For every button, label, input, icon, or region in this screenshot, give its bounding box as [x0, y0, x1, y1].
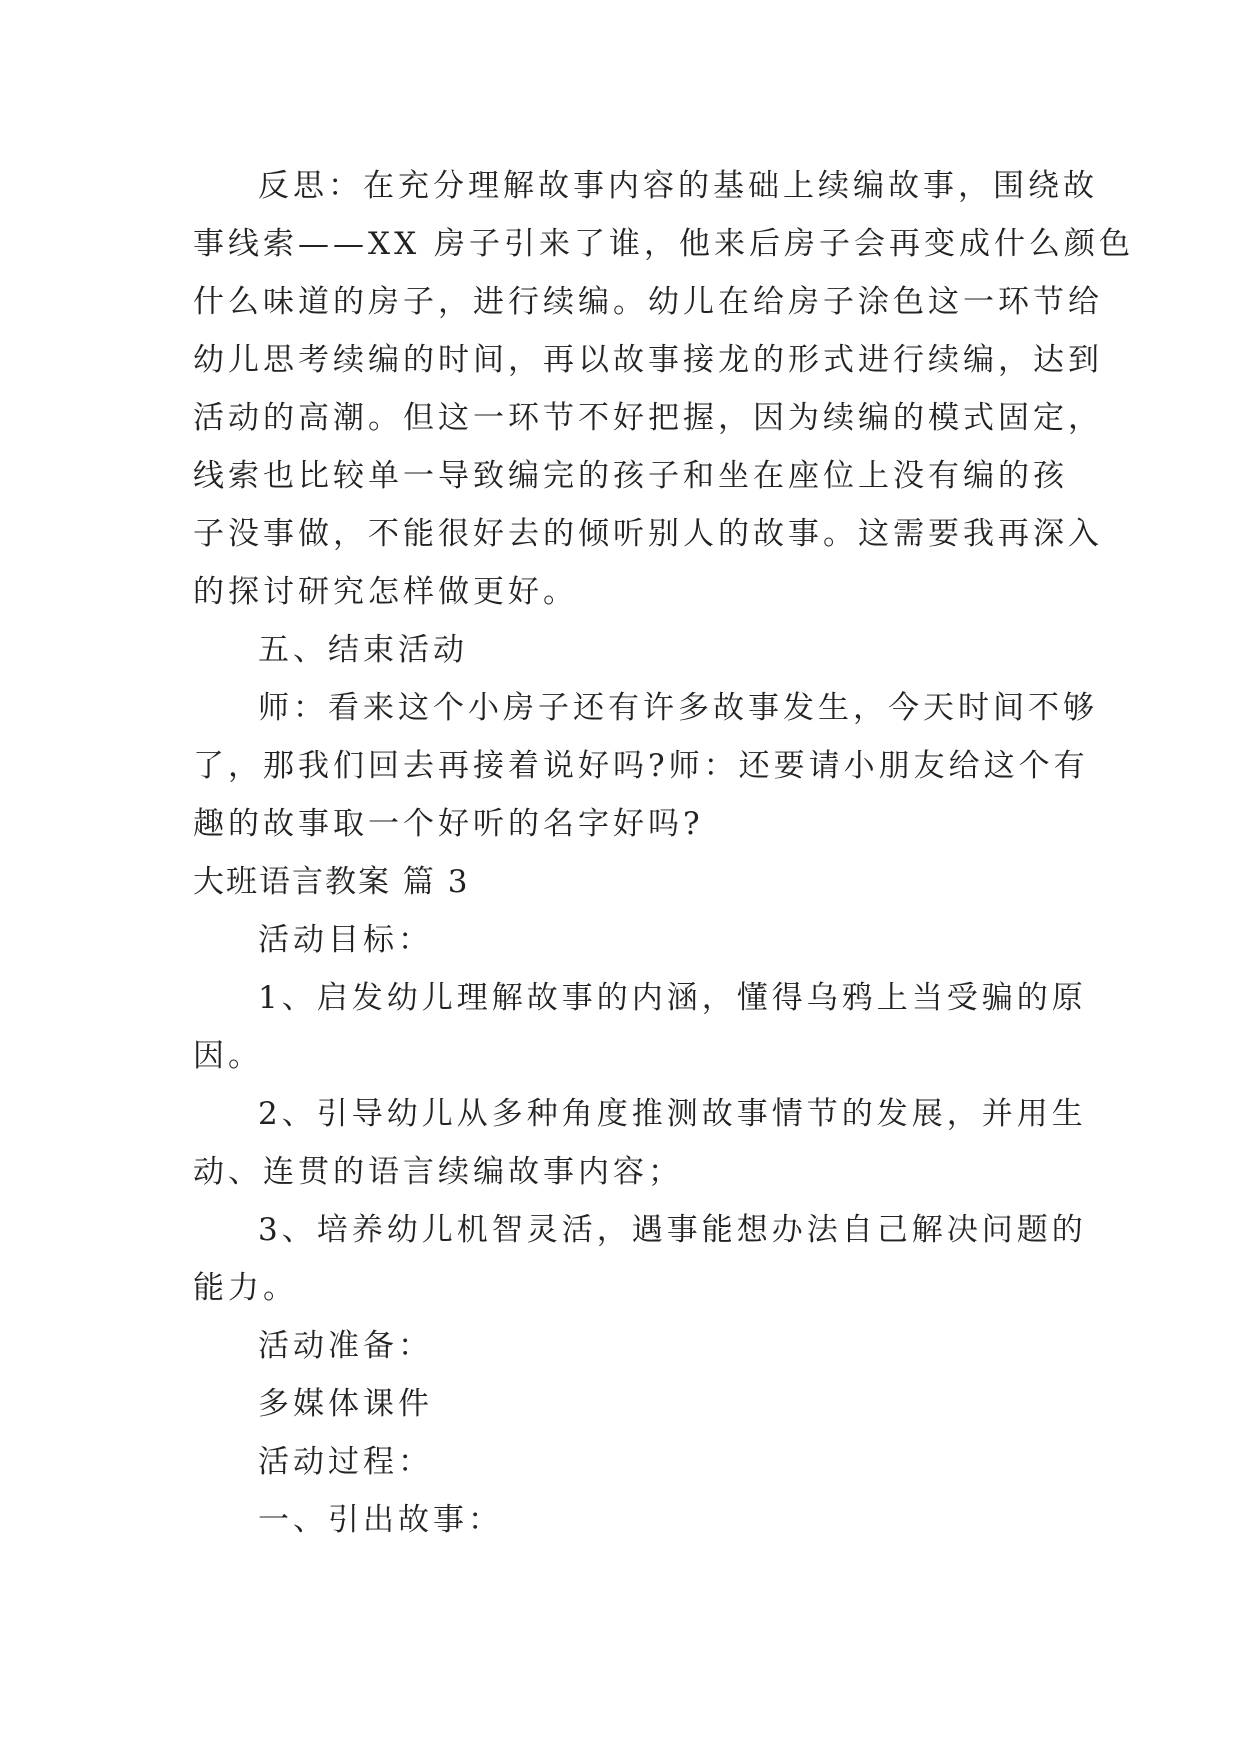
- process-step-1-heading: 一、引出故事：: [258, 1502, 503, 1538]
- activity-goals-heading: 活动目标：: [258, 922, 433, 958]
- section-heading-end-activity: 五、结束活动: [258, 632, 468, 668]
- document-body: [193, 157, 1134, 1549]
- paragraph-reflection-line-6: 线索也比较单一导致编完的孩子和坐在座位上没有编的孩: [193, 458, 1068, 494]
- paragraph-reflection-line-5: 活动的高潮。但这一环节不好把握，因为续编的模式固定，: [193, 400, 1103, 436]
- paragraph-reflection-line-7: 子没事做，不能很好去的倾听别人的故事。这需要我再深入: [193, 516, 1103, 552]
- activity-preparation-heading: 活动准备：: [258, 1328, 433, 1364]
- paragraph-reflection-line-3: 什么味道的房子，进行续编。幼儿在给房子涂色这一环节给: [193, 284, 1103, 320]
- activity-process-heading: 活动过程：: [258, 1444, 433, 1480]
- goal-3-line-1: 3、培养幼儿机智灵活，遇事能想办法自己解决问题的: [258, 1212, 1087, 1248]
- goal-3-line-2: 能力。: [193, 1270, 298, 1306]
- preparation-item: 多媒体课件: [258, 1386, 433, 1422]
- paragraph-reflection-line-8: 的探讨研究怎样做更好。: [193, 574, 578, 610]
- paragraph-teacher-line-3: 趣的故事取一个好听的名字好吗?: [193, 806, 704, 842]
- paragraph-reflection-line-4: 幼儿思考续编的时间，再以故事接龙的形式进行续编，达到: [193, 342, 1103, 378]
- goal-1-line-2: 因。: [193, 1038, 263, 1074]
- goal-1-line-1: 1、启发幼儿理解故事的内涵，懂得乌鸦上当受骗的原: [258, 980, 1087, 1016]
- paragraph-teacher-line-2: 了，那我们回去再接着说好吗?师：还要请小朋友给这个有: [193, 748, 1089, 784]
- paragraph-teacher-line-1: 师：看来这个小房子还有许多故事发生，今天时间不够: [258, 690, 1098, 726]
- lesson-plan-title: 大班语言教案 篇 3: [193, 864, 470, 900]
- paragraph-reflection-line-2: 事线索——XX 房子引来了谁，他来后房子会再变成什么颜色: [193, 226, 1134, 262]
- paragraph-reflection-line-1: 反思：在充分理解故事内容的基础上续编故事，围绕故: [258, 168, 1098, 204]
- goal-2-line-1: 2、引导幼儿从多种角度推测故事情节的发展，并用生: [258, 1096, 1087, 1132]
- goal-2-line-2: 动、连贯的语言续编故事内容；: [193, 1154, 683, 1190]
